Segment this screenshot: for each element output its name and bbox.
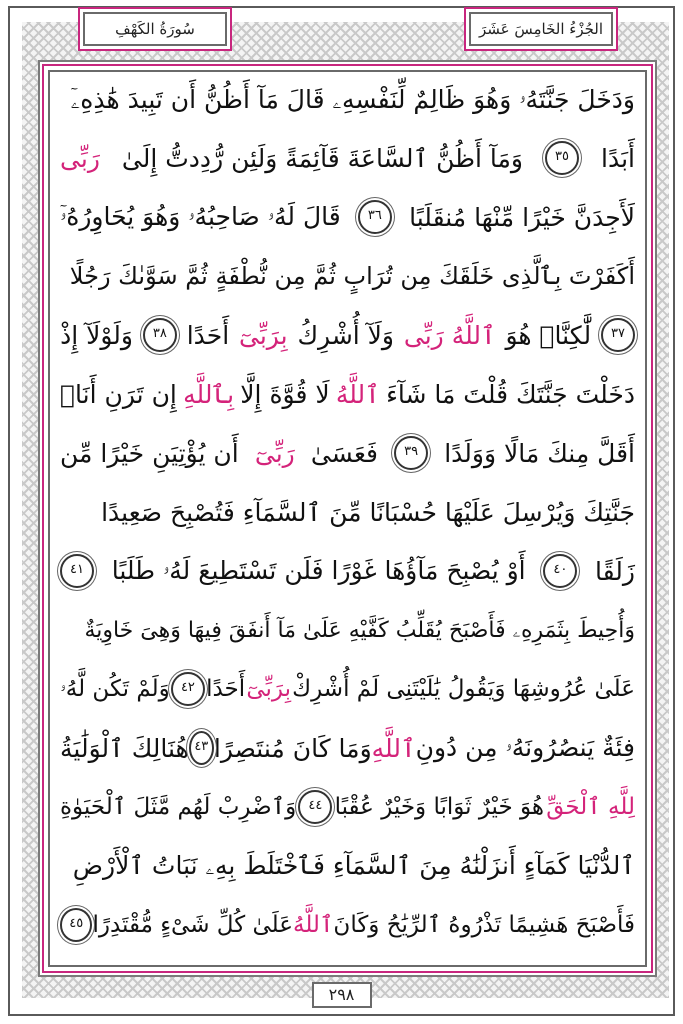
line-text: لَا قُوَّةَ إِلَّا	[240, 379, 330, 409]
line-text: أَن يُؤْتِيَنِ خَيْرًا مِّن	[60, 438, 239, 468]
text-line-14	[60, 838, 635, 894]
text-line-6	[60, 366, 635, 422]
highlight-word: بِرَبِّىٓ	[239, 320, 288, 350]
highlight-word: بِرَبِّىٓ	[246, 676, 291, 702]
line-text: أَحَدًا	[186, 320, 230, 350]
line-text: وَمَا كَانَ مُنتَصِرًا	[213, 733, 372, 763]
line-text: وَٱضْرِبْ لَهُم مَّثَلَ ٱلْحَيَوٰةِ	[60, 794, 297, 820]
highlight-word: ٱللَّهِ	[371, 733, 416, 763]
juz-name-box	[469, 12, 613, 46]
highlight-word: رَبِّىٓ	[254, 438, 295, 468]
ayah-marker: ٤٥	[60, 908, 92, 942]
line-text: لَأَجِدَنَّ خَيْرًا مِّنْهَا مُنقَلَبًا	[409, 202, 635, 232]
line-text: فَعَسَىٰ	[310, 438, 378, 468]
text-line-4	[60, 248, 635, 304]
ayah-marker: ٣٨	[143, 318, 177, 352]
line-text: وَلَمْ تَكُن لَّهُۥ	[60, 676, 170, 702]
text-line-2	[60, 130, 635, 186]
line-text: وَمَآ أَظُنُّ ٱلسَّاعَةَ قَآئِمَةً وَلَئِن رُّدِدتُّ إِلَىٰ	[121, 143, 523, 173]
line-text: ٱلدُّنْيَا كَمَآءٍ أَنزَلْنَٰهُ مِنَ ٱلسَّمَآءِ فَٱخْتَلَطَ بِهِۦ نَبَاتُ ٱلْأَرْضِ	[72, 851, 635, 880]
ayah-marker: ٣٦	[358, 200, 392, 234]
highlight-word: ٱللَّهُ	[335, 379, 380, 409]
line-text: أَحَدًا	[206, 676, 246, 702]
text-line-8	[60, 484, 635, 540]
line-text: فِئَةٌ يَنصُرُونَهُۥ مِن دُونِ	[415, 733, 635, 762]
text-line-3	[60, 189, 635, 245]
line-text: قَالَ لَهُۥ صَاحِبُهُۥ وَهُوَ يُحَاوِرُهُۥٓ	[60, 202, 341, 231]
ayah-marker: ٤٠	[543, 554, 577, 588]
ayah-marker: ٤٤	[298, 790, 332, 824]
line-text: زَلَقًا	[595, 556, 635, 586]
surah-name: سُورَةُ الكَهْفِ	[115, 20, 195, 38]
highlight-word: رَبِّى	[60, 143, 100, 173]
line-text: أَوْ يُصْبِحَ مَآؤُهَا غَوْرًا فَلَن تَسْتَطِيعَ لَهُۥ طَلَبًا	[111, 556, 526, 585]
ayah-marker: ٣٧	[601, 318, 635, 352]
ayah-marker: ٣٩	[394, 436, 428, 470]
line-text: دَخَلْتَ جَنَّتَكَ قُلْتَ مَا شَآءَ	[386, 379, 635, 409]
juz-name: الجُزْءُ الخَامِسَ عَشَرَ	[478, 20, 604, 38]
highlight-word: ٱللَّهُ رَبِّى	[403, 320, 496, 350]
page-header	[83, 12, 613, 44]
line-text: لَّٰكِنَّا۠ هُوَ	[505, 320, 592, 350]
line-text: وَلَآ أُشْرِكُ	[297, 320, 395, 350]
text-line-10	[60, 602, 635, 658]
line-text: وَلَوْلَآ إِذْ	[60, 320, 133, 350]
page-number: ٢٩٨	[312, 982, 372, 1008]
ayah-marker: ٤٣	[189, 731, 214, 765]
line-text: وَدَخَلَ جَنَّتَهُۥ وَهُوَ ظَالِمٌ لِّنَفْسِهِۦ قَالَ مَآ أَظُنُّ أَن تَبِيدَ هَٰذِهِۦٓ	[70, 85, 635, 114]
quran-text-area	[52, 72, 643, 961]
highlight-word: ٱللَّهُ	[292, 912, 334, 938]
text-line-7	[60, 425, 635, 481]
highlight-word: بِٱللَّهِ	[183, 379, 235, 409]
line-text: عَلَىٰ كُلِّ شَىْءٍ مُّقْتَدِرًا	[92, 912, 293, 938]
line-text: وَأُحِيطَ بِثَمَرِهِۦ فَأَصْبَحَ يُقَلِّبُ كَفَّيْهِ عَلَىٰ مَآ أَنفَقَ فِيهَا وَهِىَ خَاوِيَةٌ	[84, 617, 635, 643]
line-text: أَكَفَرْتَ بِٱلَّذِى خَلَقَكَ مِن تُرَابٍ ثُمَّ مِن نُّطْفَةٍ ثُمَّ سَوَّىٰكَ رَجُلًا	[69, 262, 635, 290]
text-line-15	[60, 897, 635, 953]
page-frame	[8, 6, 675, 1016]
highlight-word: لِلَّهِ ٱلْحَقِّ	[546, 794, 635, 820]
line-text: هُوَ خَيْرٌ ثَوَابًا وَخَيْرٌ عُقْبًا	[334, 794, 545, 820]
line-text: إِن تَرَنِ أَنَا۠	[60, 379, 177, 409]
line-text: فَأَصْبَحَ هَشِيمًا تَذْرُوهُ ٱلرِّيَٰحُ وَكَانَ	[333, 912, 635, 938]
text-line-12	[60, 720, 635, 776]
line-text: أَبَدًا	[601, 143, 635, 173]
line-text: هُنَالِكَ ٱلْوَلَٰيَةُ	[60, 733, 189, 763]
text-line-1	[60, 72, 635, 128]
surah-name-box	[83, 12, 227, 46]
ayah-marker: ٤١	[60, 554, 94, 588]
ayah-marker: ٤٢	[171, 672, 205, 706]
line-text: عَلَىٰ عُرُوشِهَا وَيَقُولُ يَٰلَيْتَنِى لَمْ أُشْرِكْ	[292, 676, 635, 702]
text-line-9	[60, 543, 635, 599]
text-line-5	[60, 307, 635, 363]
line-text: أَقَلَّ مِنكَ مَالًا وَوَلَدًا	[444, 438, 635, 468]
ayah-marker: ٣٥	[545, 141, 579, 175]
text-line-13	[60, 779, 635, 835]
line-text: جَنَّتِكَ وَيُرْسِلَ عَلَيْهَا حُسْبَانًا مِّنَ ٱلسَّمَآءِ فَتُصْبِحَ صَعِيدًا	[101, 497, 635, 527]
text-line-11	[60, 661, 635, 717]
